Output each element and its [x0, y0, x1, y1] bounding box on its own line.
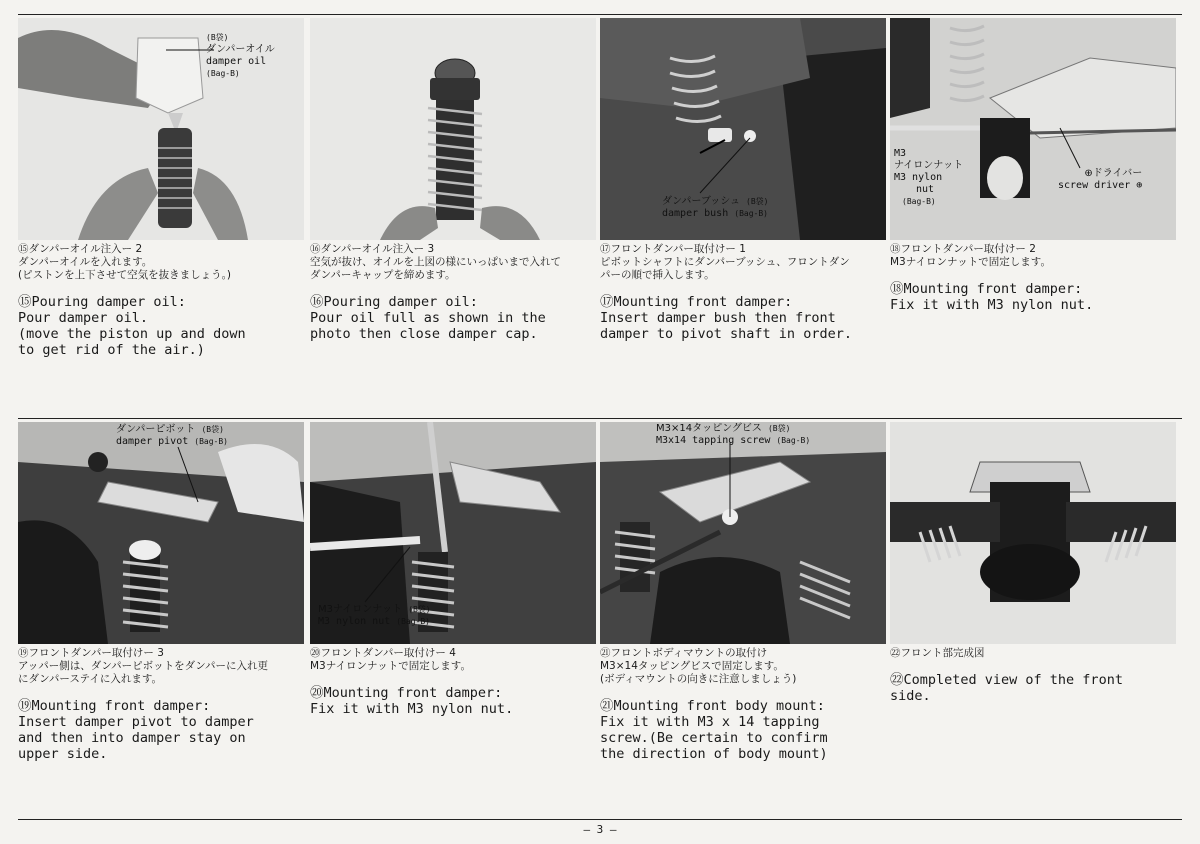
step-18-jp-body: M3ナイロンナットで固定します。 [890, 256, 1051, 268]
page-number: — 3 — [583, 823, 617, 836]
step-21-en-title: ㉑Mounting front body mount: [600, 698, 825, 714]
step-16-en-title: ⑯Pouring damper oil: [310, 294, 478, 310]
step-21 [600, 422, 886, 762]
step-20-jp-body: M3ナイロンナットで固定します。 [310, 660, 471, 672]
step-17-jp-body: ピボットシャフトにダンパーブッシュ、フロントダン パーの順で挿入します。 [600, 256, 850, 281]
step-20 [310, 422, 596, 717]
damper-pivot-photo [18, 422, 304, 644]
step-20-jp-title: ⑳フロントダンパー取付けー 4 [310, 647, 456, 659]
damper-pivot-callout [116, 424, 228, 448]
m3-nut-callout [318, 604, 431, 628]
step-18 [890, 18, 1176, 313]
step-18-en-body: Fix it with M3 nylon nut. [890, 297, 1094, 313]
callout-bag-en: (Bag-B) [734, 209, 768, 218]
callout-bag-en: (Bag-B) [206, 69, 240, 78]
callout-jp: ダンパーピボット [116, 424, 196, 435]
callout-en: M3x14 tapping screw [656, 435, 771, 446]
step-15-jp-body: ダンパーオイルを入れます。 (ピストンを上下させて空気を抜きましょう。) [18, 256, 231, 281]
step-16-jp-body: 空気が抜け、オイルを上図の様にいっぱいまで入れて ダンパーキャップを締めます。 [310, 256, 562, 281]
callout-bag-jp: (B袋) [767, 424, 791, 433]
callout-bag-jp: (B袋) [746, 197, 769, 206]
step-20-en-title: ⑳Mounting front damper: [310, 685, 503, 701]
damper-bush-callout [662, 196, 768, 220]
callout-jp: M3×14タッピングビス [656, 423, 762, 434]
step-21-jp-body: M3×14タッピングビスで固定します。 (ボディマウントの向きに注意しましょう) [600, 660, 797, 685]
step-22-en-body: side. [890, 688, 931, 704]
step-16-en-body: Pour oil full as shown in the photo then close damper cap. [310, 310, 546, 342]
step-17 [600, 18, 886, 342]
body-mount-photo [600, 422, 886, 644]
callout-bag-jp: (B袋) [201, 425, 224, 434]
bottom-rule [18, 819, 1182, 820]
callout-bag-en: (Bag-B) [396, 617, 430, 626]
callout-bag-en: (Bag-B) [902, 197, 936, 206]
step-15-en-body: Pour damper oil. (move the piston up and down to get rid of the air.) [18, 310, 246, 358]
tapping-screw-callout [656, 423, 810, 447]
callout-en: damper pivot [116, 436, 189, 447]
step-15-en-title: ⑮Pouring damper oil: [18, 294, 186, 310]
callout-en2: nut [916, 184, 935, 195]
step-21-photo [600, 422, 886, 644]
top-rule [18, 14, 1182, 15]
step-16-photo [310, 18, 596, 240]
step-22-photo [890, 422, 1176, 644]
step-17-photo [600, 18, 886, 240]
step-20-en-body: Fix it with M3 nylon nut. [310, 701, 514, 717]
callout-bag-en: (Bag-B) [776, 436, 811, 445]
step-17-en-title: ⑰Mounting front damper: [600, 294, 793, 310]
callout-en: damper oil [206, 56, 267, 67]
step-22-en-title: ㉒Completed view of the front [890, 672, 1123, 688]
step-19 [18, 422, 304, 762]
step-18-en-title: ⑱Mounting front damper: [890, 281, 1083, 297]
step-15 [18, 18, 304, 358]
step-22-jp-title: ㉒フロント部完成図 [890, 647, 985, 659]
step-16-jp-title: ⑯ダンパーオイル注入ー 3 [310, 243, 435, 255]
step-19-en-body: Insert damper pivot to damper and then into damper stay on upper side. [18, 714, 254, 762]
callout-bag-jp: (B袋) [206, 33, 229, 42]
damper-oil-callout [206, 32, 275, 80]
callout-en: M3 nylon nut [318, 616, 391, 627]
plus-icon: ⊕ [1136, 180, 1143, 191]
callout-jp: ダンパーオイル [206, 44, 275, 55]
step-17-en-body: Insert damper bush then front damper to pivot shaft in order. [600, 310, 852, 342]
step-22 [890, 422, 1176, 704]
callout-jp: ナイロンナット [894, 160, 964, 171]
step-19-en-title: ⑲Mounting front damper: [18, 698, 211, 714]
callout2-en: screw driver [1058, 180, 1131, 191]
nylon-nut-callout [894, 148, 963, 208]
damper-full-photo [310, 18, 596, 240]
step-21-en-body: Fix it with M3 x 14 tapping screw.(Be certain to confirm the direction of body mount) [600, 714, 828, 762]
step-20-photo [310, 422, 596, 644]
step-18-photo [890, 18, 1176, 240]
callout-bag-en: (Bag-B) [194, 437, 228, 446]
step-19-jp-title: ⑲フロントダンパー取付けー 3 [18, 647, 164, 659]
step-21-jp-title: ㉑フロントボディマウントの取付け [600, 647, 768, 659]
step-15-photo [18, 18, 304, 240]
callout-jp: ダンパーブッシュ [662, 196, 740, 207]
step-19-photo [18, 422, 304, 644]
step-19-jp-body: アッパー側は、ダンパーピボットをダンパーに入れ更 にダンパーステイに入れます。 [18, 660, 269, 685]
callout-en: damper bush [662, 208, 729, 219]
step-16 [310, 18, 596, 342]
callout-bag-jp: (B袋) [408, 605, 431, 614]
screwdriver-callout [1058, 168, 1142, 192]
middle-rule [18, 418, 1182, 419]
callout-en1: M3 nylon [894, 172, 943, 183]
callout2-jp: ⊕ドライバー [1084, 168, 1143, 179]
callout-m3: M3 [894, 148, 907, 159]
completed-front-photo [890, 422, 1176, 644]
step-18-jp-title: ⑱フロントダンパー取付けー 2 [890, 243, 1036, 255]
step-17-jp-title: ⑰フロントダンパー取付けー 1 [600, 243, 746, 255]
callout-jp: M3ナイロンナット [318, 604, 403, 615]
step-15-jp-title: ⑮ダンパーオイル注入ー 2 [18, 243, 143, 255]
